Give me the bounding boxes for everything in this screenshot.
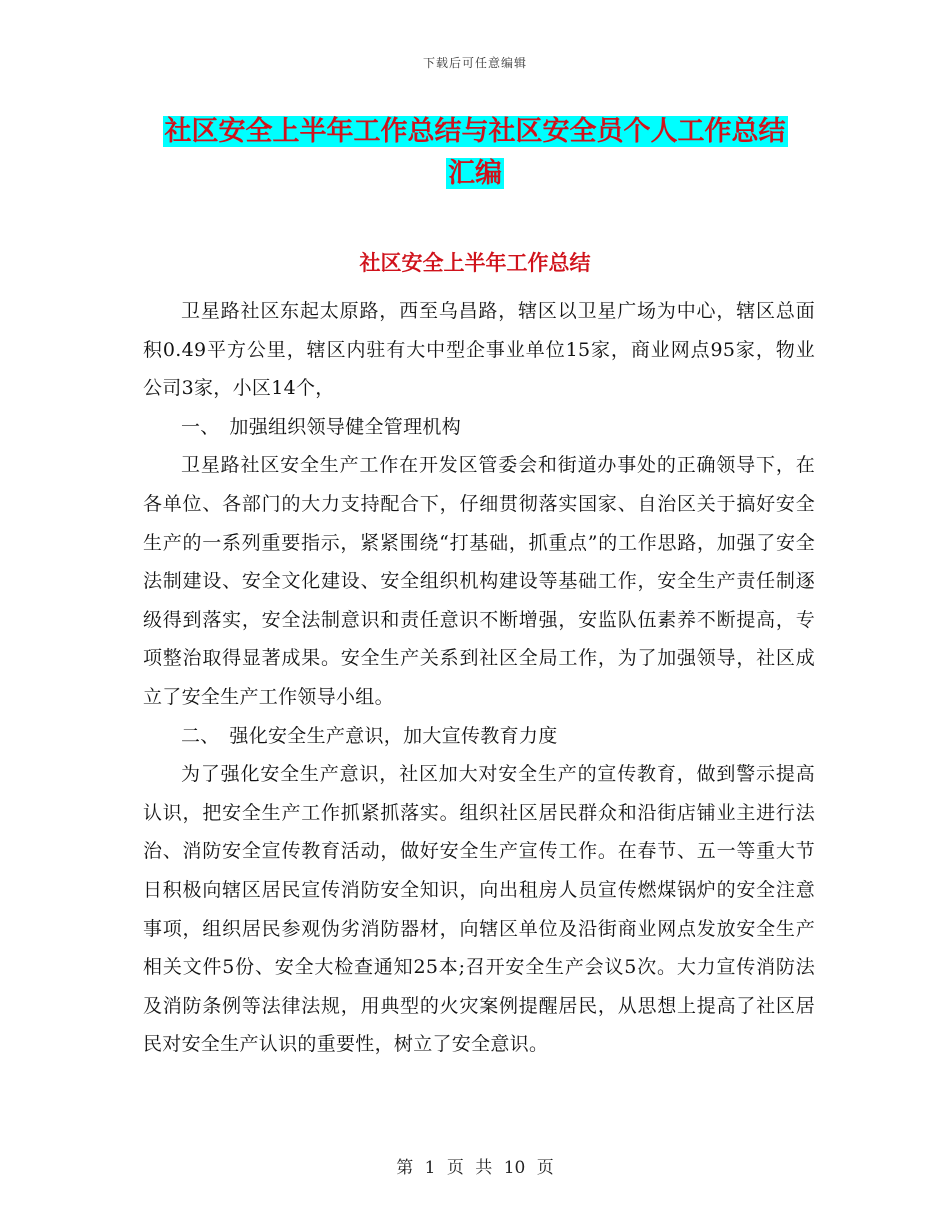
page-footer: 第 1 页 共 10 页 xyxy=(396,1158,554,1178)
paragraph-organization: 卫星路社区安全生产工作在开发区管委会和街道办事处的正确领导下，在各单位、各部门的大力支持配合下，仔细贯彻落实国家、自治区关于搞好安全生产的一系列重要指示，紧紧围绕“打基础，抓重点”的工作思路，加强了安全法制建设、安全文化建设、安全组织机构建设等基础工作，安全生产责任制逐级得到落实，安全法制意识和责任意识不断增强，安监队伍素养不断提高，专项整治取得显著成果。安全生产关系到社区全局工作，为了加强领导，社区成立了安全生产工作领导小组。 xyxy=(143,454,815,708)
section-title: 社区安全上半年工作总结 xyxy=(359,251,591,275)
header-note: 下载后可任意编辑 xyxy=(422,56,527,70)
paragraph-intro: 卫星路社区东起太原路，西至乌昌路，辖区以卫星广场为中心，辖区总面积0.49平方公里，辖区内驻有大中型企事业单位15家，商业网点95家，物业公司3家，小区14个， xyxy=(143,300,815,400)
heading-two: 二、 强化安全生产意识，加大宣传教育力度 xyxy=(181,724,558,747)
document-title-line-2 xyxy=(0,154,950,194)
heading-one: 一、 加强组织领导健全管理机构 xyxy=(181,415,462,438)
document-title-text-1: 社区安全上半年工作总结与社区安全员个人工作总结 xyxy=(164,116,786,147)
paragraph-publicity: 为了强化安全生产意识，社区加大对安全生产的宣传教育，做到警示提高认识，把安全生产工作抓紧抓落实。组织社区居民群众和沿街店铺业主进行法治、消防安全宣传教育活动，做好安全生产宣传工作。在春节、五一等重大节日积极向辖区居民宣传消防安全知识，向出租房人员宣传燃煤锅炉的安全注意事项，组织居民参观伪劣消防器材，向辖区单位及沿街商业网点发放安全生产相关文件5份、安全大检查通知25本;召开安全生产会议5次。大力宣传消防法及消防条例等法律法规，用典型的火灾案例提醒居民，从思想上提高了社区居民对安全生产认识的重要性，树立了安全意识。 xyxy=(143,763,815,1056)
document-title-line-1 xyxy=(0,112,950,152)
document-title-text-2: 汇编 xyxy=(448,158,502,189)
document-body xyxy=(143,292,815,1064)
